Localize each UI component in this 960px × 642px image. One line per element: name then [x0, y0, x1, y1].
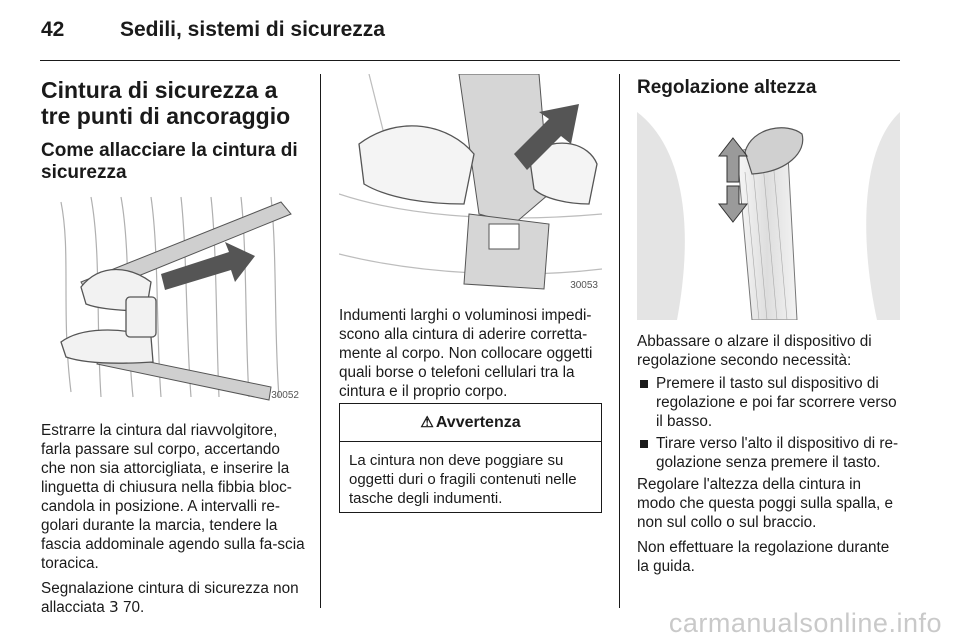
warning-text: La cintura non deve poggiare su oggetti duri o fragili contenuti nelle tasche degli indumenti.	[349, 452, 577, 507]
column-divider-left	[320, 74, 321, 608]
height-adjustment-heading: Regolazione altezza	[637, 77, 817, 98]
paragraph-fastening: Estrarre la cintura dal riavvolgitore, farla passare sul corpo, accertando che non sia attorcigliata, e inserire la linguetta di chiusura nella fibbia bloc-candola in posizione. A intervalli re-golari durante la marcia, tendere la fascia addominale agendo sulla fa-scia toracica.	[41, 422, 305, 572]
figure-height-adjuster	[637, 112, 900, 320]
warning-header	[340, 404, 601, 442]
watermark: carmanualsonline.info	[668, 608, 942, 638]
warning-triangle-icon: ⚠	[420, 414, 434, 431]
paragraph-no-adjust-driving: Non effettuare la regolazione durante la guida.	[637, 539, 890, 575]
running-header: Sedili, sistemi di sicurezza	[120, 18, 385, 41]
warning-box	[339, 403, 602, 513]
header-rule	[40, 60, 900, 61]
page-reference-icon: 3	[109, 598, 119, 616]
paragraph-warning-light-text: Segnalazione cintura di sicurezza non allacciata	[41, 580, 299, 616]
column2-text	[339, 306, 604, 407]
paragraph-adjust-intro: Abbassare o alzare il dispositivo di regolazione secondo necessità:	[637, 333, 872, 369]
page-reference-link[interactable]: 70.	[123, 599, 145, 616]
subsection-heading: Come allacciare la cintura di sicurezza	[41, 140, 298, 183]
list-item-text: Tirare verso l'alto il dispositivo di re-golazione senza premere il tasto.	[656, 435, 899, 471]
paragraph-shoulder-position: Regolare l'altezza della cintura in modo che questa poggi sulla spalla, e non sul collo o sul braccio.	[637, 476, 893, 531]
figure-fastening-belt	[41, 192, 303, 402]
paragraph-warning-light	[41, 579, 306, 617]
list-item	[637, 374, 902, 431]
warning-title: Avvertenza	[435, 414, 521, 431]
adjustment-steps-list	[637, 374, 902, 472]
illustration-height-adjuster	[637, 112, 900, 320]
illustration-buckling-belt	[41, 192, 303, 402]
list-item	[637, 434, 902, 472]
list-item-text: Premere il tasto sul dispositivo di regolazione e poi far scorrere verso il basso.	[656, 375, 897, 430]
column1-text	[41, 421, 306, 623]
bullet-square-icon	[640, 440, 648, 448]
illustration-belt-tongue	[339, 74, 602, 294]
figure-number-30052: 30052	[271, 390, 299, 401]
figure-number-30053: 30053	[570, 280, 598, 291]
section-heading: Cintura di sicurezza a tre punti di ancoraggio	[41, 77, 291, 129]
column3-text	[637, 332, 902, 582]
column-divider-right	[619, 74, 620, 608]
bullet-square-icon	[640, 380, 648, 388]
page-number: 42	[41, 18, 65, 41]
paragraph-clothing: Indumenti larghi o voluminosi impedi-scono alla cintura di aderire corretta-mente al corpo. Non collocare oggetti quali borse o telefoni cellulari tra la cintura e il proprio corpo.	[339, 307, 593, 400]
figure-belt-tongue	[339, 74, 602, 294]
